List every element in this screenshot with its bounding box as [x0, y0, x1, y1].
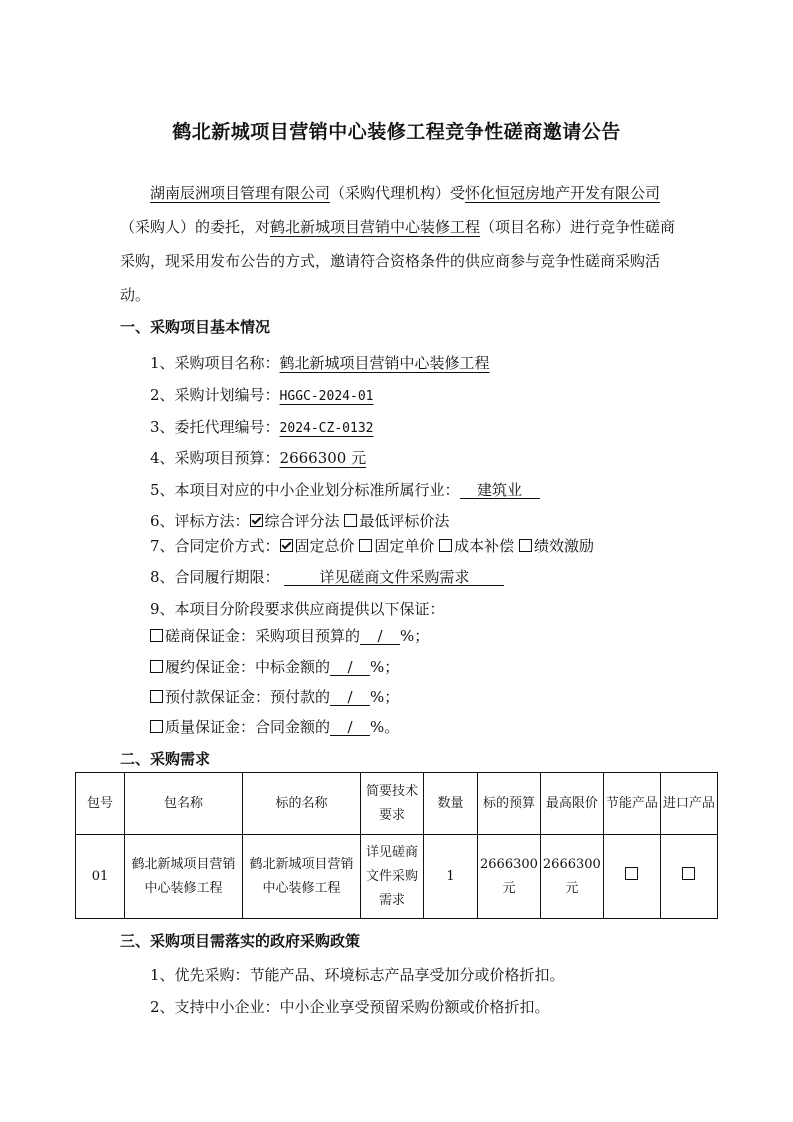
- intro-paragraph: [120, 176, 680, 312]
- option-label: 最低评标价法: [359, 512, 450, 530]
- cell-energy-saving: [603, 835, 660, 919]
- item-project-name: [150, 352, 490, 373]
- intro-rest: （项目名称）进行竞争性磋商采购，现采用发布公告的方式，邀请符合资格条件的供应商参与竞争性磋商采购活动。: [120, 218, 676, 304]
- guarantee-value: /: [360, 628, 400, 645]
- purchaser-name: 怀化恒冠房地产开发有限公司: [465, 184, 661, 202]
- item-value: HGGC-2024-01: [279, 389, 374, 404]
- item-label: 7、合同定价方式：: [150, 537, 280, 555]
- item-value: 建筑业: [460, 482, 540, 499]
- cell-item-name: 鹤北新城项目营销中心装修工程: [243, 835, 361, 919]
- project-name: 鹤北新城项目营销中心装修工程: [270, 218, 481, 236]
- checkbox-icon: [625, 867, 638, 880]
- guarantee-label: 质量保证金：合同金额的: [165, 718, 331, 736]
- item-value: 2024-CZ-0132: [279, 421, 374, 436]
- item-value: 详见磋商文件采购需求: [284, 569, 504, 586]
- option-label: 成本补偿: [454, 537, 515, 555]
- option-label: 综合评分法: [264, 512, 340, 530]
- item-value: 鹤北新城项目营销中心装修工程: [279, 354, 490, 372]
- checkbox-icon: [359, 539, 372, 552]
- checkbox-icon: [150, 629, 163, 642]
- guarantee-quality: [150, 716, 399, 737]
- item-plan-no: [150, 384, 373, 405]
- agency-role: （采购代理机构）受: [330, 184, 466, 202]
- guarantee-label: 履约保证金：中标金额的: [165, 658, 331, 676]
- policy-item: 2、支持中小企业：中小企业享受预留采购份额或价格折扣。: [150, 998, 550, 1016]
- item-value: 2666300 元: [279, 449, 367, 467]
- item-label: 4、采购项目预算：: [150, 449, 280, 467]
- table-header-row: [76, 773, 718, 835]
- item-period: [150, 566, 504, 587]
- guarantee-bid: [150, 625, 429, 646]
- purchaser-role: （采购人）的委托，对: [120, 218, 271, 236]
- guarantee-suffix: %；: [370, 688, 400, 706]
- cell-tech: 详见磋商文件采购需求: [361, 835, 424, 919]
- item-label: 5、本项目对应的中小企业划分标准所属行业：: [150, 481, 460, 499]
- section-3-heading: 三、采购项目需落实的政府采购政策: [120, 932, 361, 950]
- guarantee-performance: [150, 656, 399, 677]
- header-cell: 节能产品: [603, 773, 660, 835]
- header-cell: 简要技术要求: [361, 773, 424, 835]
- table-row: [76, 835, 718, 919]
- item-industry: [150, 479, 540, 500]
- guarantee-suffix: %；: [370, 658, 400, 676]
- option-label: 固定单价: [374, 537, 435, 555]
- item-guarantee-intro: 9、本项目分阶段要求供应商提供以下保证：: [150, 600, 445, 618]
- item-eval-method: [150, 510, 449, 531]
- checkbox-icon: [682, 867, 695, 880]
- guarantee-value: /: [330, 689, 370, 706]
- checkbox-icon: [150, 660, 163, 673]
- section-2-heading: 二、采购需求: [120, 750, 211, 768]
- guarantee-value: /: [330, 719, 370, 736]
- item-budget: [150, 447, 366, 468]
- header-cell: 包号: [76, 773, 125, 835]
- cell-max-price: 2666300元: [540, 835, 603, 919]
- cell-package-no: 01: [76, 835, 125, 919]
- guarantee-suffix: %。: [370, 718, 400, 736]
- item-label: 2、采购计划编号：: [150, 386, 280, 404]
- checked-box-icon: [280, 539, 293, 552]
- checkbox-icon: [150, 720, 163, 733]
- header-cell: 数量: [424, 773, 478, 835]
- guarantee-suffix: %；: [400, 627, 430, 645]
- guarantee-label: 磋商保证金：采购项目预算的: [165, 627, 361, 645]
- checked-box-icon: [250, 514, 263, 527]
- header-cell: 包名称: [125, 773, 243, 835]
- header-cell: 标的名称: [243, 773, 361, 835]
- guarantee-value: /: [330, 659, 370, 676]
- checkbox-icon: [439, 539, 452, 552]
- policy-item: 1、优先采购：节能产品、环境标志产品享受加分或价格折扣。: [150, 966, 565, 984]
- header-cell: 最高限价: [540, 773, 603, 835]
- document-title: 鹤北新城项目营销中心装修工程竞争性磋商邀请公告: [172, 121, 621, 143]
- cell-qty: 1: [424, 835, 478, 919]
- section-1-heading: 一、采购项目基本情况: [120, 318, 271, 336]
- requirements-table: [75, 772, 718, 919]
- item-label: 6、评标方法：: [150, 512, 250, 530]
- cell-budget: 2666300元: [478, 835, 541, 919]
- header-cell: 进口产品: [660, 773, 717, 835]
- checkbox-icon: [344, 514, 357, 527]
- guarantee-label: 预付款保证金：预付款的: [165, 688, 331, 706]
- guarantee-advance: [150, 686, 399, 707]
- item-pricing-method: [150, 535, 594, 556]
- cell-imported: [660, 835, 717, 919]
- checkbox-icon: [150, 690, 163, 703]
- item-label: 1、采购项目名称：: [150, 354, 280, 372]
- item-label: 3、委托代理编号：: [150, 418, 280, 436]
- checkbox-icon: [519, 539, 532, 552]
- item-agency-no: [150, 416, 373, 437]
- header-cell: 标的预算: [478, 773, 541, 835]
- agency-name: 湖南辰洲项目管理有限公司: [150, 184, 331, 202]
- option-label: 绩效激励: [533, 537, 594, 555]
- cell-package-name: 鹤北新城项目营销中心装修工程: [125, 835, 243, 919]
- option-label: 固定总价: [294, 537, 355, 555]
- item-label: 8、合同履行期限：: [150, 568, 280, 586]
